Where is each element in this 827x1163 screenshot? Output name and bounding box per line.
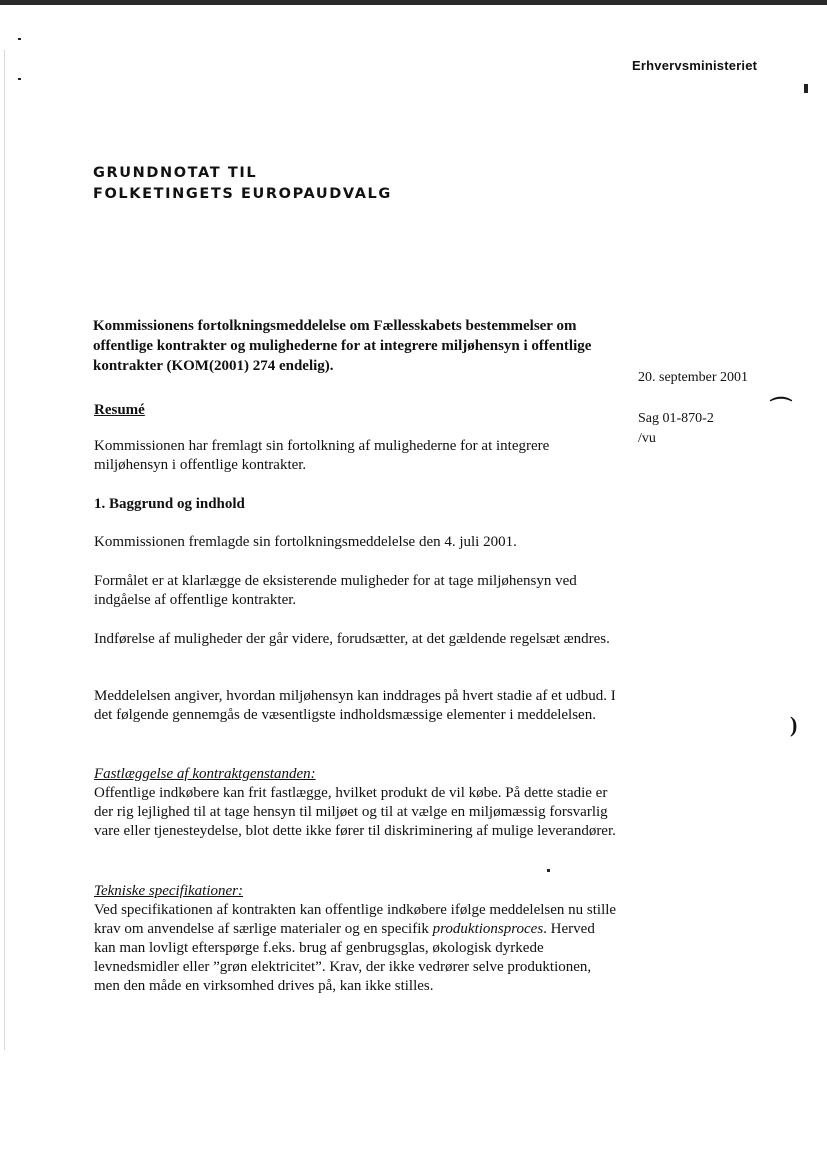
paragraph: Kommissionen fremlagde sin fortolkningsmeddelelse den 4. juli 2001. (94, 534, 517, 550)
margin-mark: ⌒ (770, 396, 793, 421)
title-line-1: GRUNDNOTAT TIL (93, 165, 258, 181)
case-number: Sag 01-870-2 (638, 411, 714, 426)
subsection-heading: Tekniske specifikationer: (94, 883, 243, 899)
paragraph: Formålet er at klarlægge de eksisterende muligheder for at tage miljøhensyn ved indgåelse af offentlige kontrakter. (94, 573, 577, 608)
scan-margin-line (4, 50, 5, 1050)
paragraph: Meddelelsen angiver, hvordan miljøhensyn kan inddrages på hvert stadie af et udbud. I det følgende gennemgås de væsentligste indholdsmæssige elementer i meddelelsen. (94, 688, 616, 723)
scan-speck (18, 78, 21, 80)
italic-term: produktionsproces (432, 921, 544, 937)
scan-speck (547, 869, 550, 872)
section-1-heading: 1. Baggrund og indhold (94, 496, 245, 512)
subsection-fastlaeggelse (94, 765, 618, 841)
text-part: . Herved kan man lovligt efterspørge f.eks. brug af genbrugsglas, økologisk dyrkede levnedsmidler eller ”grøn elektricitet”. Krav, der ikke vedrører selve produktionen, men den måde en virksomhed drives på, kan ikke stilles. (94, 921, 595, 994)
top-scan-border (0, 0, 827, 5)
paragraph: Indførelse af muligheder der går videre, forudsætter, at det gældende regelsæt ændres. (94, 631, 610, 647)
subsection-text (94, 901, 618, 996)
main-heading: Kommissionens fortolkningsmeddelelse om Fællesskabets bestemmelser om offentlige kontrakter og mulighederne for at integrere miljøhensyn i offentlige kontrakter (KOM(2001) 274 endelig). (93, 318, 592, 374)
summary-text: Kommissionen har fremlagt sin fortolkning af mulighederne for at integrere miljøhensyn i offentlige kontrakter. (94, 438, 550, 473)
scan-speck (18, 38, 21, 40)
title-line-2: FOLKETINGETS EUROPAUDVALG (93, 186, 392, 202)
document-title (93, 163, 392, 205)
text-part: Ved specifikationen af kontrakten kan offentlige indkøbere ifølge meddelelsen nu stille krav om anvendelse af særlige materialer og en specifik (94, 902, 617, 937)
initials: /vu (638, 431, 656, 446)
case-reference (638, 409, 714, 449)
subsection-text: Offentlige indkøbere kan frit fastlægge, hvilket produkt de vil købe. På dette stadie er der rig lejlighed til at tage hensyn til miljøet og til at vælge en miljømæssig forsvarlig vare eller tjenesteydelse, blot dette ikke fører til diskriminering af mulige leverandører. (94, 785, 616, 839)
margin-mark: ) (790, 712, 798, 737)
summary-heading: Resumé (94, 402, 145, 418)
subsection-heading: Fastlæggelse af kontraktgenstanden: (94, 766, 316, 782)
ministry-name: Erhvervsministeriet (632, 58, 758, 73)
subsection-tekniske-specifikationer (94, 882, 618, 996)
document-date: 20. september 2001 (638, 370, 749, 385)
scan-speck (804, 84, 808, 93)
